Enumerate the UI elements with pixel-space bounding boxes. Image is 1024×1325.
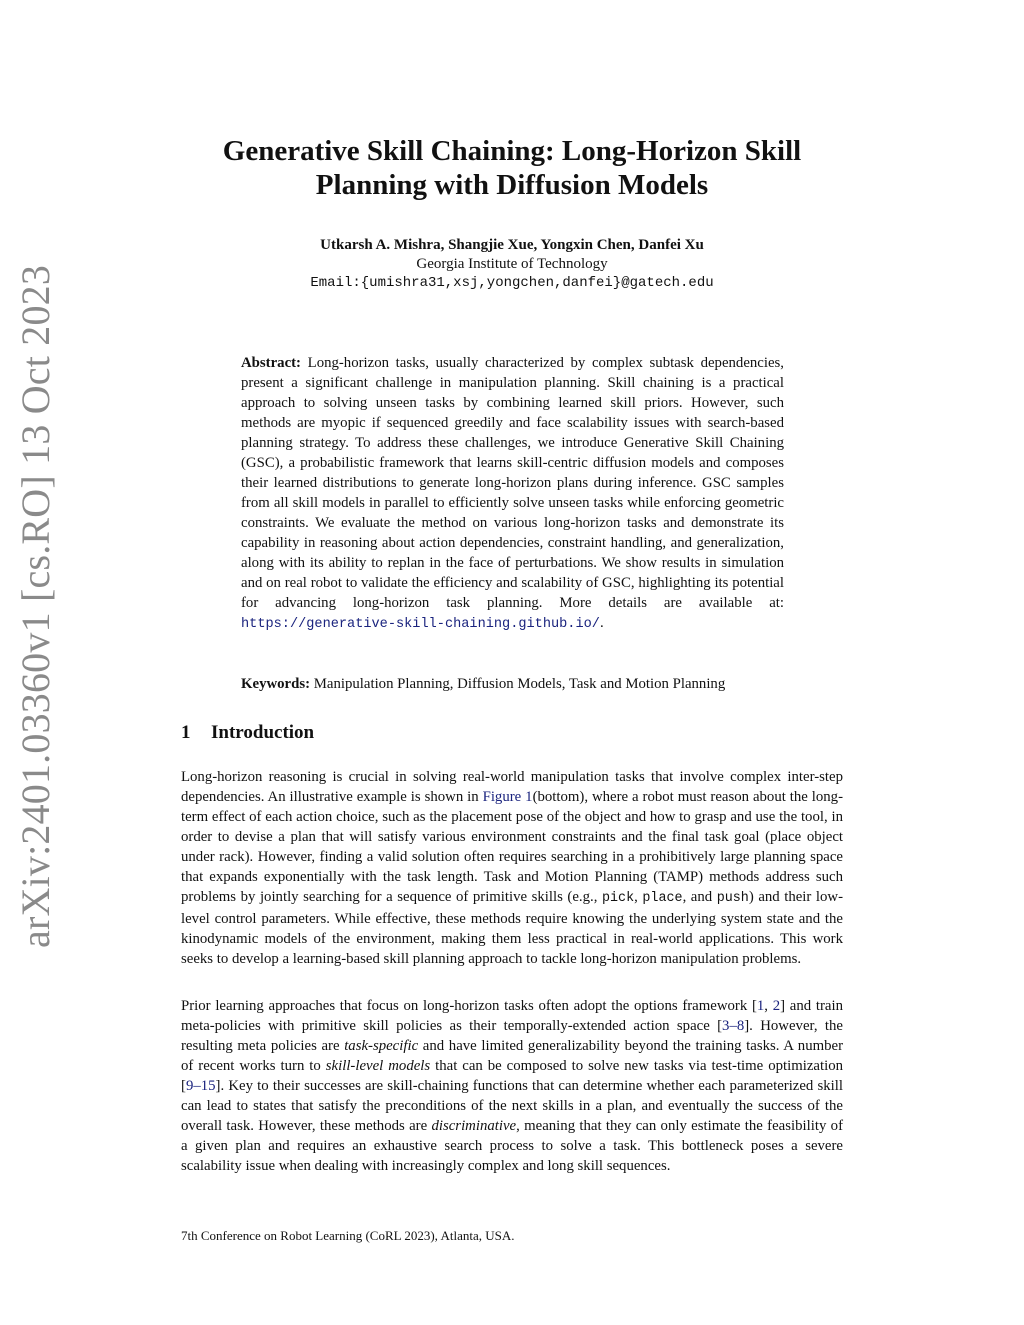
text-run: , and <box>682 889 717 905</box>
text-run: that can be composed to solve new tasks via test-time optimization [ <box>181 1058 843 1094</box>
text-run: ]. However, the resulting meta policies are <box>181 1018 843 1054</box>
intro-paragraph-1 <box>181 767 843 969</box>
intro-paragraph-2 <box>181 996 843 1176</box>
section-number: 1 <box>181 722 191 743</box>
arxiv-identifier-stamp: arXiv:2401.03360v1 [cs.RO] 13 Oct 2023 <box>13 264 58 948</box>
section-heading-introduction <box>181 721 314 745</box>
keywords-text: Manipulation Planning, Diffusion Models, Task and Motion Planning <box>310 676 726 692</box>
section-title: Introduction <box>211 722 315 743</box>
text-run: ]. Key to their successes are skill-chaining functions that can determine whether each parameterized skill can lead to states that satisfy the preconditions of the next skills in a plan, and eventually the success of the overall task. However, these methods are <box>181 1078 843 1134</box>
code-place: place <box>642 891 683 906</box>
text-run: , <box>634 889 643 905</box>
project-url-link[interactable]: https://generative-skill-chaining.github.io/ <box>241 617 600 632</box>
paper-title <box>150 134 874 202</box>
abstract-label: Abstract: <box>241 355 301 371</box>
abstract-text: Long-horizon tasks, usually characterized by complex subtask dependencies, present a significant challenge in manipulation planning. Skill chaining is a practical approach to solving unseen tasks by combining learned skill priors. However, such methods are myopic if sequenced greedily and face scalability issues with search-based planning strategy. To address these challenges, we introduce Generative Skill Chaining (GSC), a probabilistic framework that learns skill-centric diffusion models and composes their learned distributions to generate long-horizon plans during inference. GSC samples from all skill models in parallel to efficiently solve unseen tasks while enforcing geometric constraints. We evaluate the method on various long-horizon tasks and demonstrate its capability in reasoning about action dependencies, constraint handling, and generalization, along with its ability to replan in the face of perturbations. We show results in simulation and on real robot to validate the efficiency and scalability of GSC, highlighting its potential for advancing long-horizon task planning. More details are available at: <box>241 355 784 611</box>
text-run: Prior learning approaches that focus on long-horizon tasks often adopt the options framework [ <box>181 998 757 1014</box>
emphasis-discriminative: discriminative <box>431 1118 517 1134</box>
author-block <box>150 236 874 293</box>
citation-link-1[interactable]: 1 <box>756 998 765 1014</box>
affiliation: Georgia Institute of Technology <box>416 256 608 272</box>
conference-footnote: 7th Conference on Robot Learning (CoRL 2023), Atlanta, USA. <box>181 1228 515 1243</box>
figure-1-reference-link[interactable]: Figure 1 <box>482 789 533 805</box>
author-list: Utkarsh A. Mishra, Shangjie Xue, Yongxin Chen, Danfei Xu <box>320 237 704 253</box>
code-pick: pick <box>601 891 635 906</box>
emphasis-task-specific: task-specific <box>344 1038 419 1054</box>
author-email: Email:{umishra31,xsj,yongchen,danfei}@gatech.edu <box>310 275 714 291</box>
title-line-1: Generative Skill Chaining: Long-Horizon Skill <box>222 135 802 167</box>
abstract-end: . <box>599 615 604 631</box>
text-run: (bottom), where a robot must reason about the long-term effect of each action choice, such as the placement pose of the object and how to grasp and use the tool, in order to devise a plan that will satisfy various environment constraints and the final task goal (place object under rack). However, finding a valid solution often requires searching in a prohibitively large planning space that expands exponentially with the task length. Task and Motion Planning (TAMP) methods address such problems by jointly searching for a sequence of primitive skills (e.g., <box>181 789 844 905</box>
text-run: , meaning that they can only estimate the feasibility of a given plan and requires an exhaustive search process to solve a task. This bottleneck poses a severe scalability issue when dealing with increasingly complex and long skill sequences. <box>181 1118 844 1174</box>
citation-link-2[interactable]: 2 <box>772 998 781 1014</box>
code-push: push <box>716 891 749 906</box>
text-run: Long-horizon reasoning is crucial in solving real-world manipulation tasks that involve complex inter-step dependencies. An illustrative example is shown in <box>181 769 843 805</box>
text-run: ) and their low-level control parameters. While effective, these methods require knowing the underlying system state and the kinodynamic models of the environment, making them less practical in real-world applications. This work seeks to develop a learning-based skill planning approach to tackle long-horizon manipulation problems. <box>181 889 843 967</box>
citation-link-9-15[interactable]: 9–15 <box>185 1078 216 1094</box>
citation-link-3-8[interactable]: 3–8 <box>722 1018 745 1034</box>
abstract <box>241 353 784 635</box>
text-run: ] and train meta-policies with primitive skill policies as their temporally-extended action space [ <box>181 998 843 1034</box>
text-run: and have limited generalizability beyond the training tasks. A number of recent works turn to <box>181 1038 843 1074</box>
text-run: , <box>764 998 773 1014</box>
emphasis-skill-level-models: skill-level models <box>325 1058 431 1074</box>
title-line-2: Planning with Diffusion Models <box>315 169 709 201</box>
keywords <box>241 674 801 694</box>
keywords-label: Keywords: <box>241 676 311 692</box>
